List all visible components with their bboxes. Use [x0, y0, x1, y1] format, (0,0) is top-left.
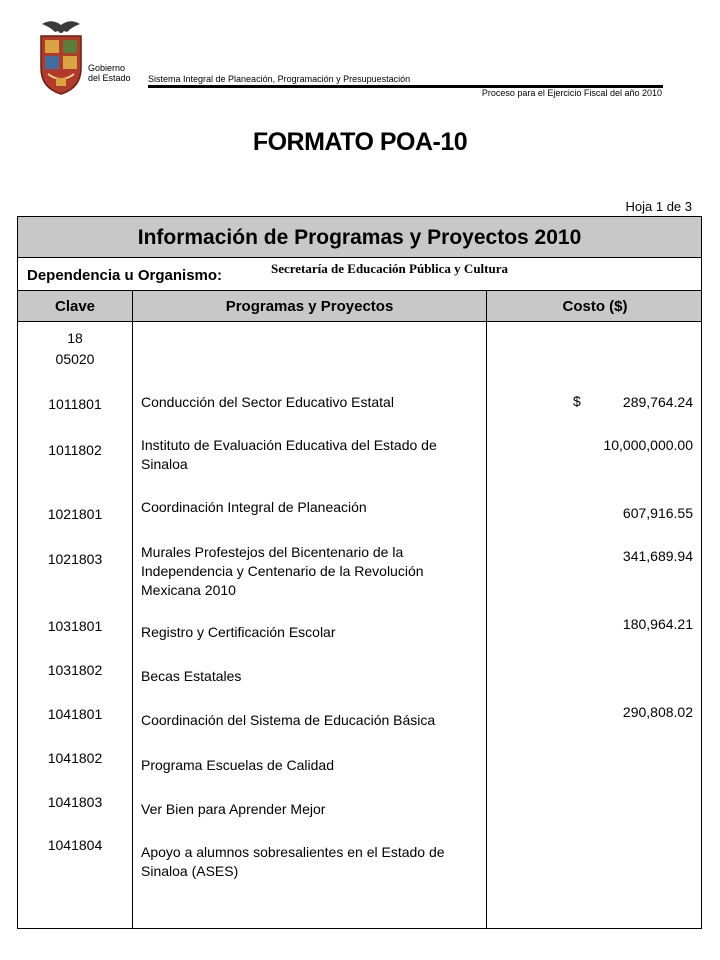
row-clave: 1031802: [47, 662, 103, 678]
process-label: Proceso para el Ejercicio Fiscal del año 2010: [481, 88, 662, 98]
row-clave: 1021801: [47, 506, 103, 522]
column-header-clave: Clave: [54, 298, 96, 315]
row-program: Ver Bien para Aprender Mejor: [141, 801, 326, 817]
currency-symbol: $: [573, 393, 581, 409]
row-clave: 1041804: [47, 837, 103, 853]
row-clave: 1041802: [47, 750, 103, 766]
row-clave: 1011801: [48, 396, 102, 412]
row-program: Registro y Certificación Escolar: [141, 624, 336, 640]
row-cost: 180,964.21: [622, 616, 693, 632]
row-program: Instituto de Evaluación Educativa del Estado de Sinaloa: [141, 437, 437, 472]
row-clave: 1021803: [47, 551, 103, 567]
dependencia-row: [18, 258, 701, 291]
row-program: Conducción del Sector Educativo Estatal: [141, 394, 394, 410]
row-program: Programa Escuelas de Calidad: [141, 757, 334, 773]
column-divider: [486, 291, 487, 928]
table-heading: Información de Programas y Proyectos 2010: [18, 217, 701, 258]
row-clave: 1041803: [47, 794, 103, 810]
programs-table: [17, 216, 702, 929]
row-program: Murales Profestejos del Bicentenario de la Independencia y Centenario de la Revolución Mexicana 2010: [141, 544, 424, 598]
column-header-programas: Programas y Proyectos: [225, 298, 394, 315]
row-program: Coordinación del Sistema de Educación Básica: [141, 712, 436, 728]
unit-code: 05020: [55, 351, 95, 367]
row-cost: 607,916.55: [622, 505, 693, 521]
row-cost: 290,808.02: [622, 704, 693, 720]
column-headers: [18, 291, 701, 322]
row-clave: 1041801: [47, 706, 103, 722]
row-clave: 1031801: [47, 618, 103, 634]
page-title: FORMATO POA-10: [252, 128, 468, 156]
row-cost: 341,689.94: [622, 548, 693, 564]
column-divider: [132, 291, 133, 928]
column-header-costo: Costo ($): [562, 298, 628, 315]
page-indicator: Hoja 1 de 3: [625, 199, 692, 214]
state-seal-icon: [36, 18, 86, 96]
row-program: Becas Estatales: [141, 668, 242, 684]
row-clave: 1011802: [48, 442, 102, 458]
row-cost: 289,764.24: [622, 394, 693, 410]
gobierno-label: Gobierno del Estado: [88, 63, 131, 83]
row-cost: 10,000,000.00: [603, 437, 693, 453]
row-program: Coordinación Integral de Planeación: [141, 499, 367, 515]
row-program: Apoyo a alumnos sobresalientes en el Estado de Sinaloa (ASES): [141, 844, 445, 879]
system-name: Sistema Integral de Planeación, Programación y Presupuestación: [148, 74, 411, 84]
dependencia-value: Secretaría de Educación Pública y Cultura: [270, 261, 508, 276]
dependency-code: 18: [67, 330, 83, 346]
dependencia-label: Dependencia u Organismo:: [27, 267, 223, 284]
